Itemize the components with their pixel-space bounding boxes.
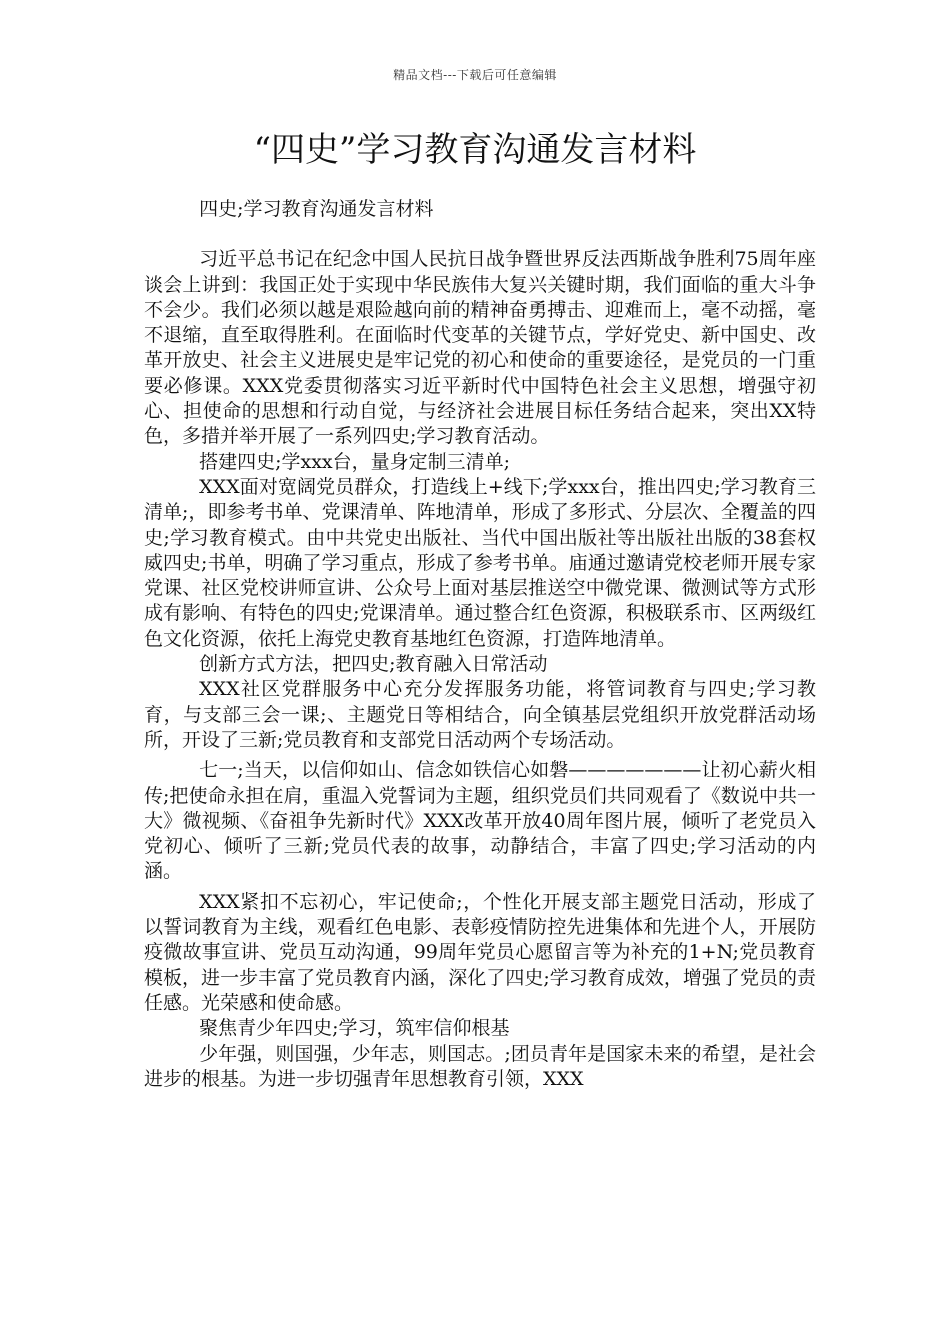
paragraph: XXX紧扣不忘初心，牢记使命;，个性化开展支部主题党日活动，形成了以誓词教育为主线，观看红色电影、表彰疫情防控先进集体和先进个人，开展防疫微故事宣讲、党员互动沟通，99周年党员心愿留言等为补充的1+N;党员教育模板，进一步丰富了党员教育内涵，深化了四史;学习教育成效，增强了党员的责任感。光荣感和使命感。 [144, 890, 816, 1014]
paragraph: 七一;当天，以信仰如山、信念如铁信心如磐———————让初心薪火相传;把使命永担在肩，重温入党誓词为主题，组织党员们共同观看了《数说中共一大》微视频、《奋祖争先新时代》XXX改革开放40周年图片展，倾听了老党员入党初心、倾听了三新;党员代表的故事，动静结合，丰富了四史;学习活动的内涵。 [144, 759, 816, 883]
document-body [144, 197, 816, 1092]
section-heading: 搭建四史;学xxx台，量身定制三清单; [199, 450, 511, 473]
section-heading: 聚焦青少年四史;学习，筑牢信仰根基 [199, 1017, 510, 1040]
section-heading: 创新方式方法，把四史;教育融入日常活动 [199, 653, 548, 676]
header-note: 精品文档---下载后可任意编辑 [393, 68, 557, 82]
document-subtitle: 四史;学习教育沟通发言材料 [199, 198, 434, 220]
paragraph-intro: 习近平总书记在纪念中国人民抗日战争暨世界反法西斯战争胜利75周年座谈会上讲到：我国正处于实现中华民族伟大复兴关键时期，我们面临的重大斗争不会少。我们必须以越是艰险越向前的精神奋勇搏击、迎难而上，毫不动摇，毫不退缩，直至取得胜利。在面临时代变革的关键节点，学好党史、新中国史、改革开放史、社会主义进展史是牢记党的初心和使命的重要途径，是党员的一门重要必修课。XXX党委贯彻落实习近平新时代中国特色社会主义思想，增强守初心、担使命的思想和行动自觉，与经济社会进展目标任务结合起来，突出XX特色，多措并举开展了一系列四史;学习教育活动。 [144, 248, 816, 448]
paragraph: 少年强，则国强，少年志，则国志。;团员青年是国家未来的希望，是社会进步的根基。为进一步切强青年思想教育引领，XXX [144, 1042, 816, 1090]
paragraph: XXX社区党群服务中心充分发挥服务功能，将管词教育与四史;学习教育，与支部三会一课;、主题党日等相结合，向全镇基层党组织开放党群活动场所，开设了三新;党员教育和支部党日活动两个专场活动。 [144, 678, 816, 751]
paragraph: XXX面对宽阔党员群众，打造线上+线下;学xxx台，推出四史;学习教育三清单;，即参考书单、党课清单、阵地清单，形成了多形式、分层次、全覆盖的四史;学习教育模式。由中共党史出版社、当代中国出版社等出版社出版的38套权威四史;书单，明确了学习重点，形成了参考书单。庙通过邀请党校老师开展专家党课、社区党校讲师宣讲、公众号上面对基层推送空中微党课、微测试等方式形成有影响、有特色的四史;党课清单。通过整合红色资源，积极联系市、区两级红色文化资源，依托上海党史教育基地红色资源，打造阵地清单。 [144, 475, 816, 650]
document-title: “四史”学习教育沟通发言材料 [253, 130, 697, 170]
